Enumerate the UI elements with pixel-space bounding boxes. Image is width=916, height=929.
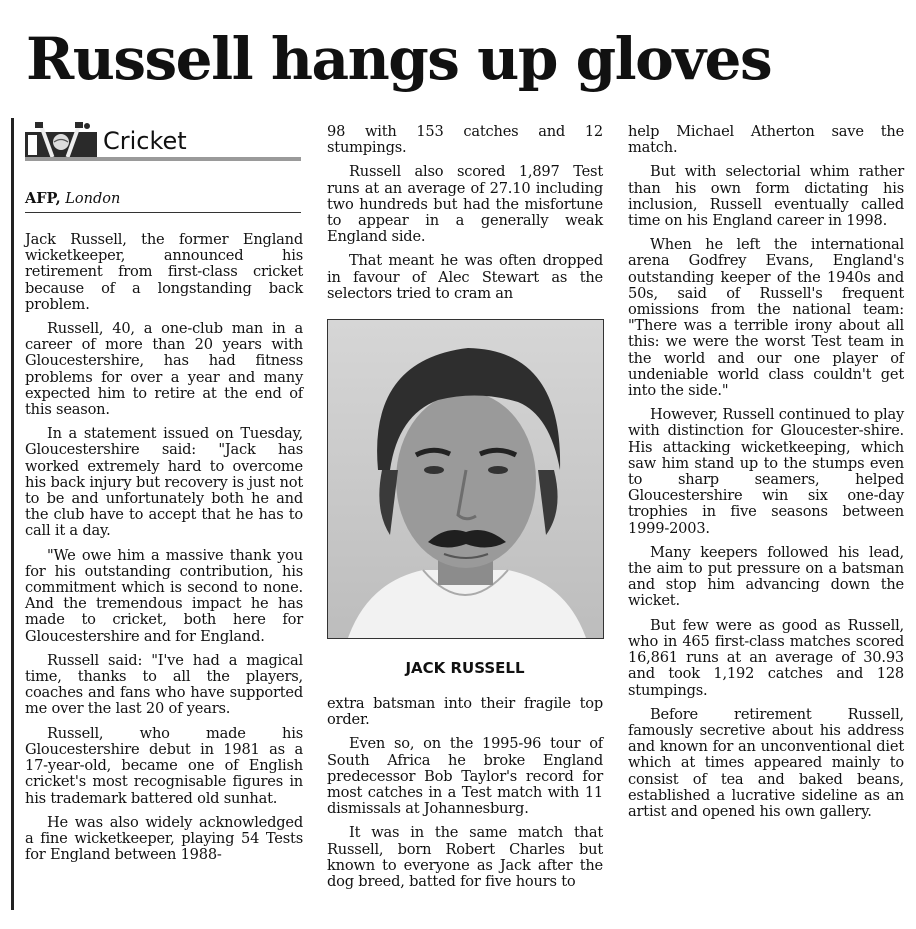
paragraph: When he left the international arena Godfrey Evans, England's outstanding keeper of the 1940s and 50s, said of Russell's frequent omissions from the national team: "There was a terrible irony about all this: we were the worst Test team in the world and our one player of undeniable world class couldn't get into the side.": [628, 236, 904, 400]
paragraph: But few were as good as Russell, who in 465 first-class matches scored 16,861 runs at an average of 30.93 and took 1,192 catches and 128 stumpings.: [628, 616, 904, 699]
article-column-1: [25, 232, 303, 871]
paragraph: Many keepers followed his lead, the aim to put pressure on a batsman and stop him advancing down the wicket.: [628, 543, 904, 610]
byline: [25, 190, 301, 208]
headline: Russell hangs up gloves: [26, 25, 772, 93]
article-column-2-continued: [327, 696, 603, 898]
paragraph: Russell, 40, a one-club man in a career of more than 20 years with Gloucestershire, has had fitness problems for over a year and many expected him to retire at the end of this season.: [25, 320, 303, 419]
section-underline: [25, 157, 301, 161]
paragraph: He was also widely acknowledged a fine wicketkeeper, playing 54 Tests for England between 1988-: [25, 813, 303, 864]
paragraph: Jack Russell, the former England wicketkeeper, announced his retirement from first-class cricket because of a longstanding back problem.: [25, 231, 303, 313]
photo-caption: JACK RUSSELL: [405, 659, 525, 677]
column-rule: [11, 118, 14, 910]
byline-place: London: [65, 191, 121, 207]
paragraph: "We owe him a massive thank you for his outstanding contribution, his commitment which is second to none. And the tremendous impact he has made to cricket, both here for Gloucestershire and for England.: [25, 546, 303, 645]
byline-rule: [25, 212, 301, 213]
paragraph: Russell also scored 1,897 Test runs at an average of 27.10 including two hundreds but had the misfortune to appear in a generally weak England side.: [327, 163, 603, 246]
paragraph: That meant he was often dropped in favour of Alec Stewart as the selectors tried to cram an: [327, 252, 603, 302]
byline-agency: AFP,: [25, 190, 61, 207]
paragraph: Russell said: "I've had a magical time, thanks to all the players, coaches and fans who have supported me over the last 20 of years.: [25, 651, 303, 718]
article-column-3: [628, 124, 904, 828]
paragraph: It was in the same match that Russell, born Robert Charles but known to everyone as Jack after the dog breed, batted for five hours to: [327, 824, 603, 891]
paragraph: 98 with 153 catches and 12 stumpings.: [327, 123, 603, 157]
paragraph: Russell, who made his Gloucestershire debut in 1981 as a 17-year-old, became one of English cricket's most recognisable figures in his trademark battered old sunhat.: [25, 724, 303, 807]
portrait-image: [328, 320, 603, 638]
paragraph: extra batsman into their fragile top order.: [327, 695, 603, 729]
paragraph: But with selectorial whim rather than his own form dictating his inclusion, Russell eventually called time on his England career in 1998.: [628, 163, 904, 230]
section-label: Cricket: [103, 127, 187, 155]
section-flag: [25, 118, 301, 162]
paragraph: help Michael Atherton save the match.: [628, 123, 904, 157]
cricket-bat-ball-icon: [25, 120, 97, 158]
article-column-2: [327, 124, 603, 310]
portrait-photo: [327, 319, 604, 639]
paragraph: In a statement issued on Tuesday, Gloucestershire said: "Jack has worked extremely hard to overcome his back injury but recovery is just not to be and unfortunately both he and the club have to accept that he has to call it a day.: [25, 425, 303, 540]
paragraph: Even so, on the 1995-96 tour of South Africa he broke England predecessor Bob Taylor's record for most catches in a Test match with 11 dismissals at Johannesburg.: [327, 735, 603, 818]
paragraph: Before retirement Russell, famously secretive about his address and known for an unconventional diet which at times appeared mainly to consist of tea and baked beans, established a lucrative sideline as an artist and opened his own gallery.: [628, 705, 904, 820]
paragraph: However, Russell continued to play with distinction for Gloucester-shire. His attacking wicketkeeping, which saw him stand up to the stumps even to sharp seamers, helped Gloucestershire win six one-day trophies in five seasons between 1999-2003.: [628, 406, 904, 537]
